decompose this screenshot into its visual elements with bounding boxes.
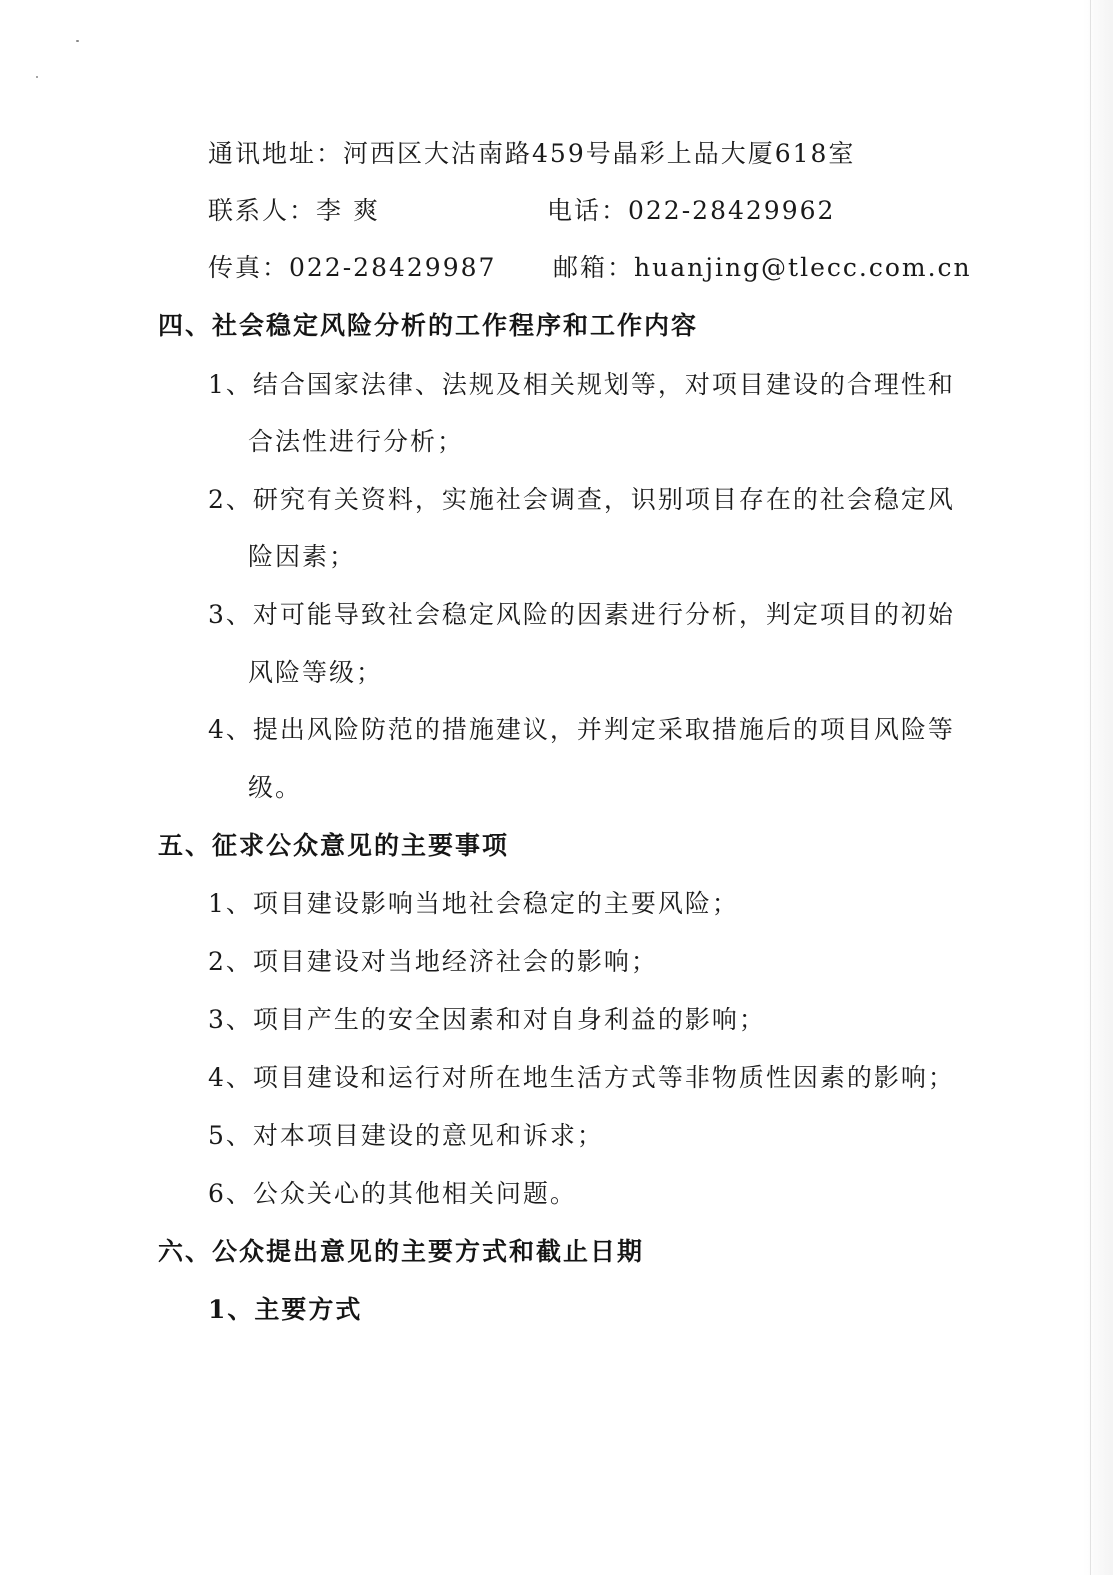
contact-person: 联系人：李 爽	[208, 196, 380, 225]
section-5-item-1: 1、项目建设影响当地社会稳定的主要风险；	[208, 889, 739, 918]
contact-phone: 电话：022-28429962	[547, 196, 836, 225]
section-4-item-4: 4、提出风险防范的措施建议，并判定采取措施后的项目风险等	[208, 715, 955, 744]
section-4-item-4-cont: 级。	[248, 773, 303, 802]
section-5-heading: 五、征求公众意见的主要事项	[158, 831, 510, 860]
contact-email: 邮箱：huanjing@tlecc.com.cn	[553, 253, 972, 282]
contact-fax: 传真：022-28429987	[208, 253, 497, 282]
section-4-item-2: 2、研究有关资料，实施社会调查，识别项目存在的社会稳定风	[208, 485, 955, 514]
section-6-subheading-1: 1、主要方式	[208, 1295, 363, 1324]
contact-address: 通讯地址：河西区大沽南路459号晶彩上品大厦618室	[208, 139, 856, 168]
section-5-item-3: 3、项目产生的安全因素和对自身利益的影响；	[208, 1005, 766, 1034]
section-4-item-2-cont: 险因素；	[248, 542, 357, 571]
scan-edge-line	[1090, 0, 1091, 1575]
section-5-item-4: 4、项目建设和运行对所在地生活方式等非物质性因素的影响；	[208, 1063, 955, 1092]
section-5-item-5: 5、对本项目建设的意见和诉求；	[208, 1121, 604, 1150]
scan-speck	[76, 40, 79, 42]
section-4-item-3: 3、对可能导致社会稳定风险的因素进行分析，判定项目的初始	[208, 600, 955, 629]
section-5-item-2: 2、项目建设对当地经济社会的影响；	[208, 947, 658, 976]
section-5-item-6: 6、公众关心的其他相关问题。	[208, 1179, 577, 1208]
section-4-item-3-cont: 风险等级；	[248, 658, 384, 687]
section-4-item-1-cont: 合法性进行分析；	[248, 427, 465, 456]
section-6-heading: 六、公众提出意见的主要方式和截止日期	[158, 1237, 645, 1266]
scan-speck	[36, 76, 38, 78]
section-4-item-1: 1、结合国家法律、法规及相关规划等，对项目建设的合理性和	[208, 370, 955, 399]
scan-shadow	[1083, 0, 1113, 1575]
section-4-heading: 四、社会稳定风险分析的工作程序和工作内容	[158, 311, 699, 340]
